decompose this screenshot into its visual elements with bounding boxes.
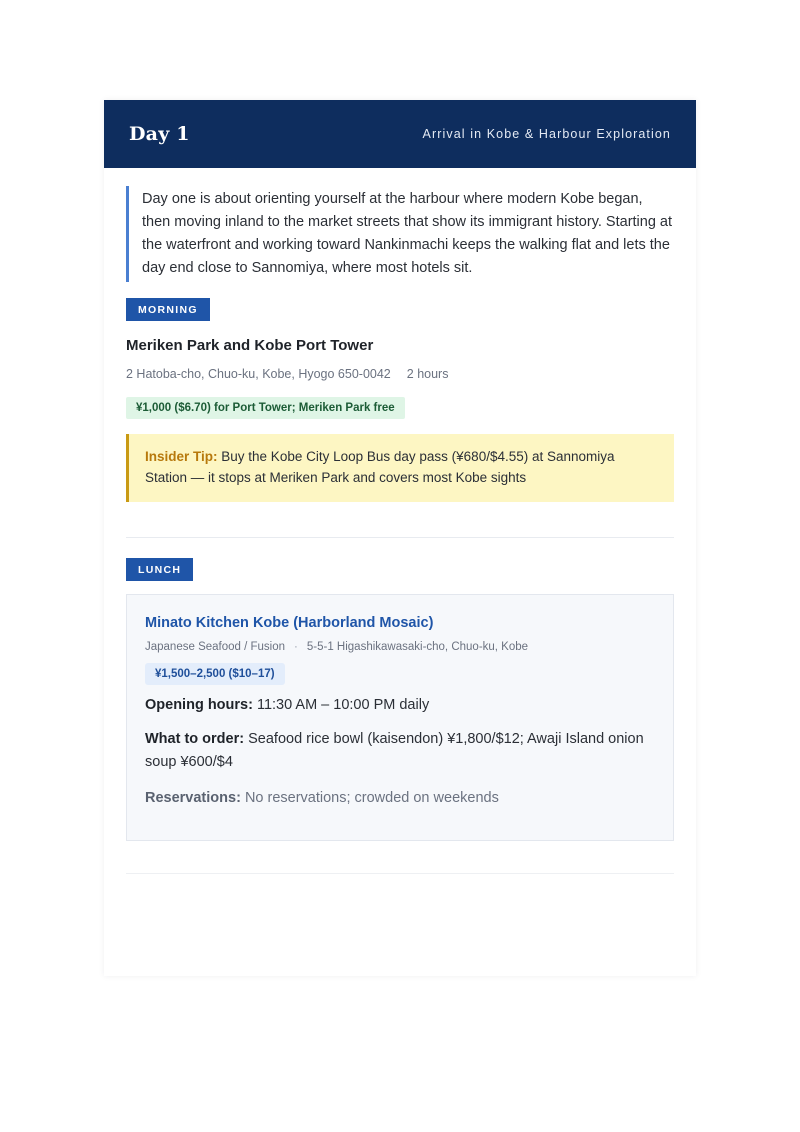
reservations-value: No reservations; crowded on weekends [244,790,499,806]
activity-meta [126,367,674,381]
what-to-order [145,728,655,774]
reservations [145,787,655,810]
activity-price-badge: ¥1,000 ($6.70) for Port Tower; Meriken Park free [126,397,405,419]
day-subtitle: Arrival in Kobe & Harbour Exploration [422,127,671,141]
activity-address: 2 Hatoba-cho, Chuo-ku, Kobe, Hyogo 650-0042 [126,367,391,381]
opening-hours-value: 11:30 AM – 10:00 PM daily [256,697,430,713]
activity-title: Meriken Park and Kobe Port Tower [126,337,374,354]
restaurant-name[interactable]: Minato Kitchen Kobe (Harborland Mosaic) [145,615,434,631]
activity-duration: 2 hours [406,367,449,381]
day-card [104,100,696,976]
opening-hours [145,694,655,717]
section-divider-bottom [126,873,674,874]
opening-hours-label: Opening hours: [145,697,253,713]
restaurant-card [126,594,674,841]
tip-label: Insider Tip: [145,449,218,464]
reservations-label: Reservations: [145,790,241,806]
restaurant-address: 5-5-1 Higashikawasaki-cho, Chuo-ku, Kobe [306,641,529,653]
what-to-order-label: What to order: [145,731,245,747]
section-divider [126,537,674,538]
insider-tip [126,434,674,502]
day-body [104,168,696,874]
day-title: Day 1 [129,123,190,145]
lunch-tag: LUNCH [126,558,193,581]
restaurant-price-badge: ¥1,500–2,500 ($10–17) [145,663,285,685]
restaurant-cuisine: Japanese Seafood / Fusion [145,641,286,653]
tip-text: Buy the Kobe City Loop Bus day pass (¥680/$4.55) at Sannomiya Station — it stops at Meriken Park and covers most Kobe sights [145,449,615,485]
meta-separator: · [294,641,298,653]
what-to-order-value: Seafood rice bowl (kaisendon) ¥1,800/$12; Awaji Island onion soup ¥600/$4 [145,731,644,770]
morning-tag: MORNING [126,298,210,321]
day-intro: Day one is about orienting yourself at the harbour where modern Kobe began, then moving inland to the market streets that show its immigrant history. Starting at the waterfront and working toward Nankinmachi keeps the walking flat and lets the day end close to Sannomiya, where most hotels sit. [126,186,674,282]
restaurant-meta [145,641,655,653]
day-header [104,100,696,168]
